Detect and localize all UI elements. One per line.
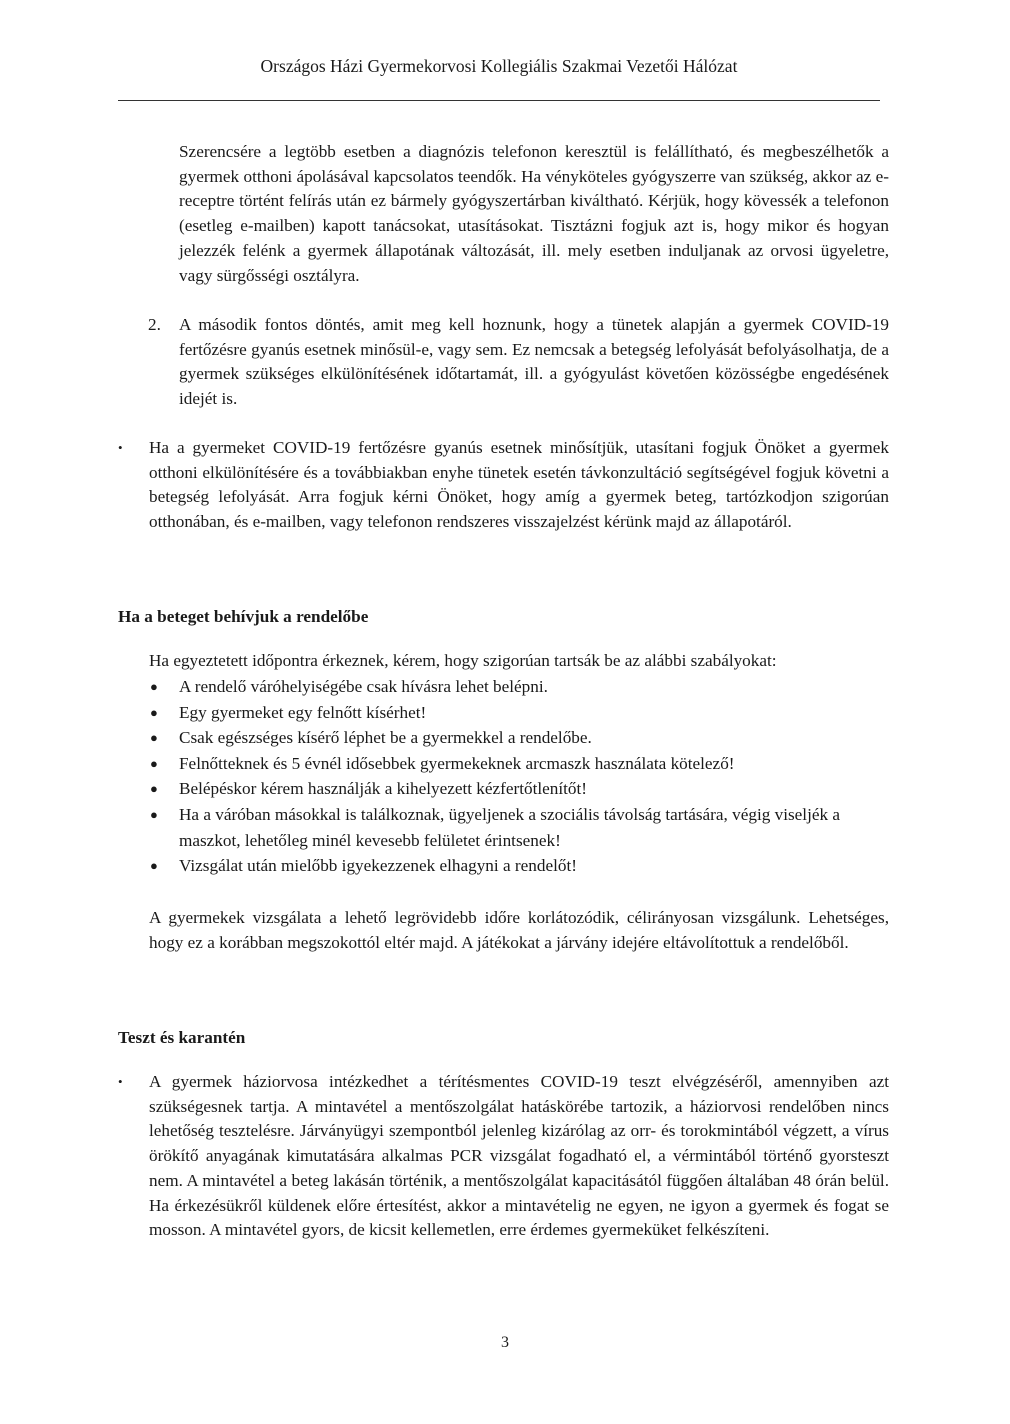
- bullet-icon: ●: [150, 781, 158, 797]
- intro-paragraph: Szerencsére a legtöbb esetben a diagnózis telefonon keresztül is felállítható, és megbeszélhetők a gyermek otthoni ápolásával kapcsolatos teendők. Ha vényköteles gyógyszerre van szükség, akkor az e-receptre történt felírás után ez bármely gyógyszertárban kiváltható. Kérjük, hogy kövessék a telefonon (esetleg e-mailben) kapott tanácsokat, utasításokat. Tisztázni fogjuk azt is, hogy mikor és hogyan jelezzék felénk a gyermek állapotának változását, ill. mely esetben induljanak az orvosi ügyeletre, vagy sürgősségi osztályra.: [179, 142, 889, 285]
- bullet-icon: ●: [150, 755, 158, 771]
- bullet-icon: ●: [150, 858, 158, 874]
- section-heading-test: Teszt és karantén: [118, 1028, 246, 1047]
- header-divider: [118, 100, 880, 101]
- list-item-text: Ha a váróban másokkal is találkoznak, ügyeljenek a szociális távolság tartására, végig viseljék a maszkot, lehetőleg minél kevesebb felületet érintsenek!: [179, 804, 840, 850]
- list-item: [150, 853, 890, 879]
- page-header: Országos Házi Gyermekorvosi Kollegiális Szakmai Vezetői Hálózat: [260, 56, 738, 76]
- bullet-icon: ●: [150, 679, 158, 694]
- numbered-item-text: A második fontos döntés, amit meg kell hoznunk, hogy a tünetek alapján a gyermek COVID-19 fertőzésre gyanús esetnek minősül-e, vagy sem. Ez nemcsak a betegség lefolyását befolyásolhatja, de a gyermek szükséges elkülönítésének időtartamát, ill. a gyógyulást követően közösségbe engedésének idejét is.: [179, 315, 889, 409]
- bullet-icon: ●: [150, 806, 158, 822]
- covid-isolation-paragraph: Ha a gyermeket COVID-19 fertőzésre gyanús esetnek minősítjük, utasítani fogjuk Önöket a gyermek otthoni elkülönítésére és a továbbiakban enyhe tünetek esetén távkonzultáció segítségével fogjuk követni a betegség lefolyását. Arra fogjuk kérni Önöket, hogy amíg a gyermek beteg, tartózkodjon szigorúan otthonában, és e-mailben, vagy telefonon rendszeres visszajelzést kérünk majd az állapotáról.: [149, 438, 889, 532]
- list-item-text: A rendelő váróhelyiségébe csak hívásra lehet belépni.: [179, 677, 548, 696]
- list-item: [150, 674, 890, 700]
- bullet-icon: •: [118, 1074, 123, 1089]
- test-quarantine-paragraph: A gyermek háziorvosa intézkedhet a térítésmentes COVID-19 teszt elvégzéséről, amennyiben azt szükségesnek tartja. A mintavétel a mentőszolgálat hatáskörébe tartozik, a háziorvosi rendelőben nincs lehetőség tesztelésre. Járványügyi szempontból jelenleg kizárólag az orr- és torokmintából végzett, a vírus örökítő anyagának kimutatására alkalmas PCR vizsgálat fogadható el, a vérmintából történő gyorsteszt nem. A mintavétel a beteg lakásán történik, a mentőszolgálat kapacitásától függően általában 48 órán belül. Ha érkezésükről küldenek előre értesítést, akkor a mintavételig ne egyen, ne igyon a gyermek és fogat se mosson. A mintavétel gyors, de kicsit kellemetlen, erre érdemes gyermeküket felkészíteni.: [149, 1072, 889, 1240]
- list-item-text: Egy gyermeket egy felnőtt kísérhet!: [179, 702, 427, 722]
- list-item-text: Vizsgálat után mielőbb igyekezzenek elhagyni a rendelőt!: [179, 856, 577, 876]
- bullet-icon: ●: [150, 730, 158, 746]
- list-item: [150, 751, 890, 777]
- list-item-text: Csak egészséges kísérő léphet be a gyermekkel a rendelőbe.: [179, 728, 592, 748]
- bullet-icon: •: [118, 440, 123, 455]
- bullet-icon: ●: [150, 704, 158, 720]
- list-item: [150, 802, 890, 853]
- office-closing-paragraph: A gyermekek vizsgálata a lehető legrövidebb időre korlátozódik, célirányosan vizsgálunk. Lehetséges, hogy ez a korábban megszokottól eltér majd. A játékokat a járvány idejére eltávolítottuk a rendelőből.: [149, 908, 889, 952]
- numbered-item-marker: 2.: [148, 315, 161, 334]
- list-item: [150, 776, 890, 802]
- list-item: [150, 700, 890, 726]
- office-rules-intro: Ha egyeztetett időpontra érkeznek, kérem, hogy szigorúan tartsák be az alábbi szabályokat:: [149, 651, 777, 670]
- section-heading-office: Ha a beteget behívjuk a rendelőbe: [118, 607, 369, 626]
- list-item: [150, 725, 890, 751]
- list-item-text: Belépéskor kérem használják a kihelyezett kézfertőtlenítőt!: [179, 779, 588, 799]
- page-number: 3: [501, 1334, 509, 1351]
- list-item-text: Felnőtteknek és 5 évnél idősebbek gyermekeknek arcmaszk használata kötelező!: [179, 753, 735, 773]
- office-rules-list: [150, 674, 890, 879]
